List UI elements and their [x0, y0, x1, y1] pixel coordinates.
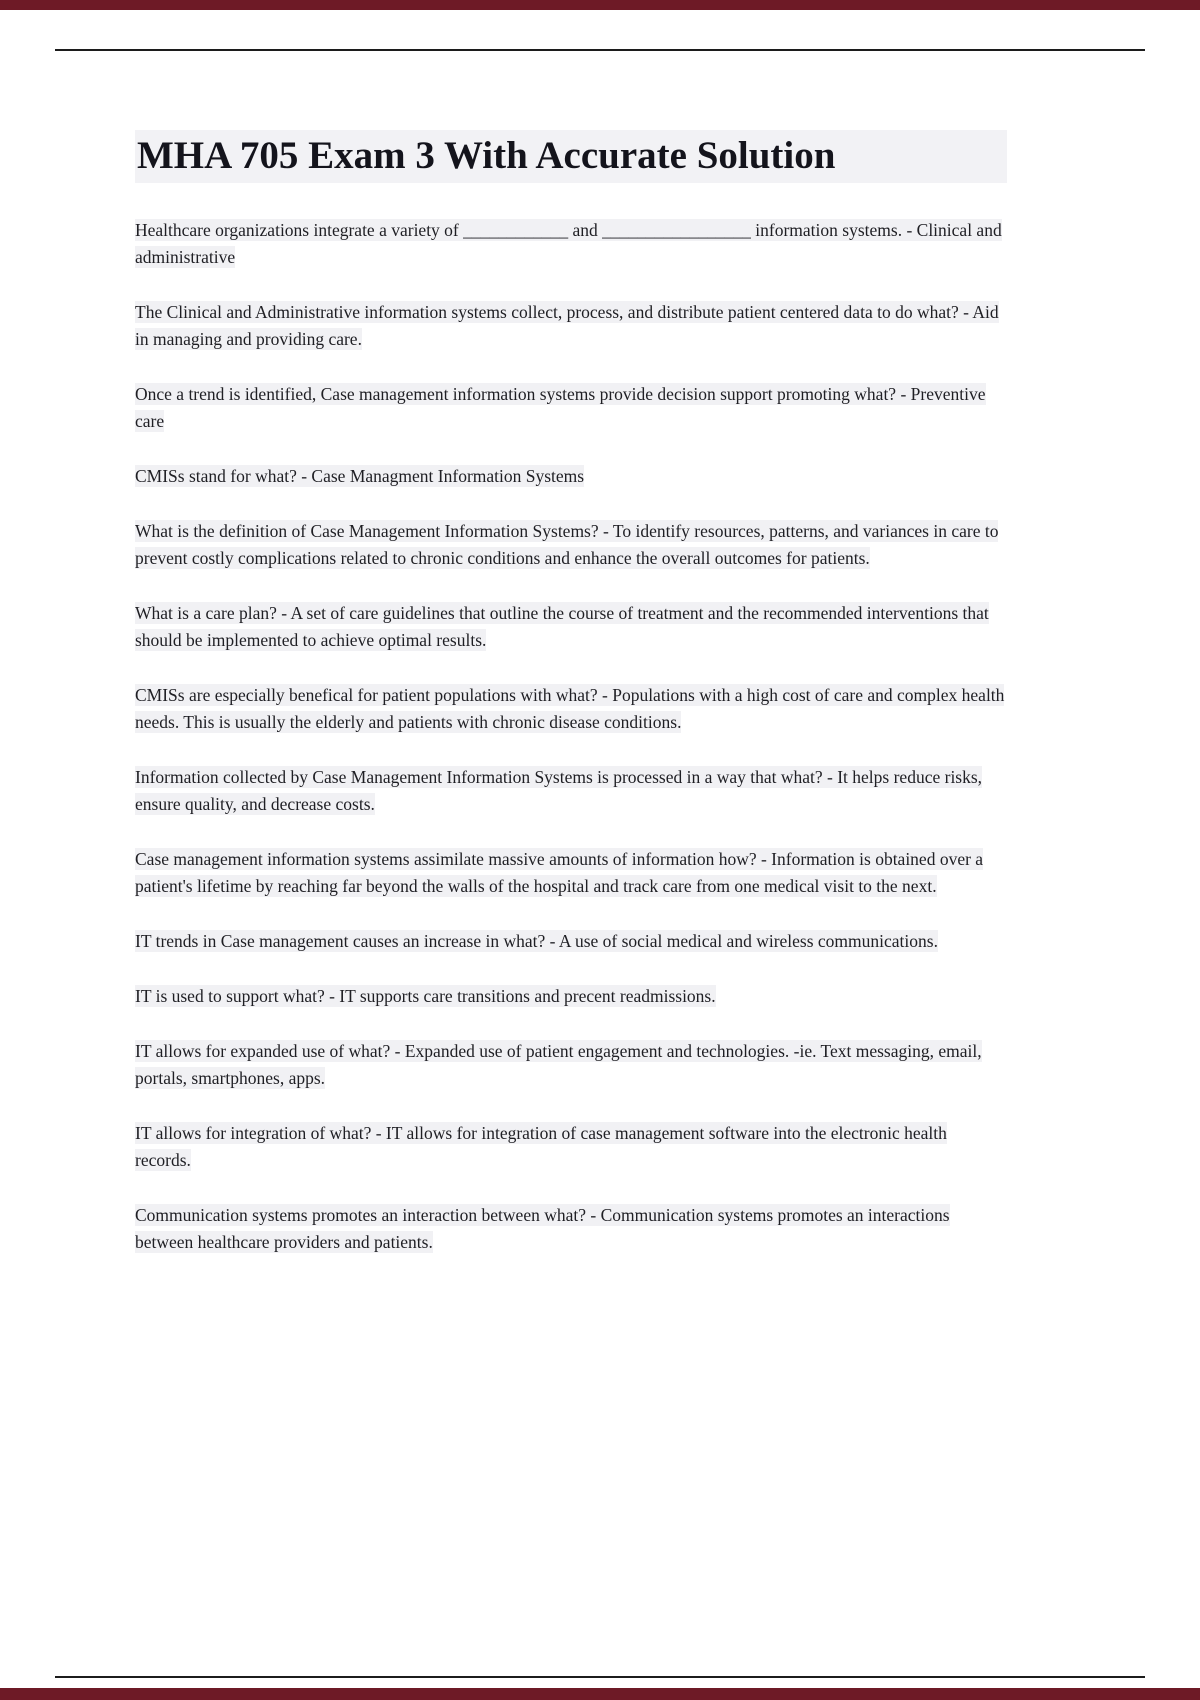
qa-paragraph — [135, 682, 1007, 736]
qa-text: Information collected by Case Management Information Systems is processed in a way that what? - It helps reduce risks, ensure quality, and decrease costs. — [135, 766, 983, 814]
qa-text: IT is used to support what? - IT supports care transitions and precent readmissions. — [135, 985, 716, 1006]
qa-text: IT allows for expanded use of what? - Expanded use of patient engagement and technologies. -ie. Text messaging, email, portals, smartphones, apps. — [135, 1040, 982, 1088]
qa-paragraph — [135, 983, 1007, 1010]
qa-paragraph — [135, 518, 1007, 572]
page-title: MHA 705 Exam 3 With Accurate Solution — [135, 130, 1007, 183]
qa-text: Healthcare organizations integrate a variety of ____________ and _________________ information systems. - Clinical and administrative — [135, 219, 1002, 267]
qa-paragraph — [135, 1202, 1007, 1256]
top-horizontal-rule — [55, 49, 1145, 51]
qa-paragraph — [135, 928, 1007, 955]
bottom-edge-bar — [0, 1688, 1200, 1700]
qa-paragraph — [135, 600, 1007, 654]
qa-paragraph — [135, 299, 1007, 353]
qa-text: Case management information systems assimilate massive amounts of information how? - Information is obtained over a patient's lifetime by reaching far beyond the walls of the hospital and track care from one medical visit to the next. — [135, 848, 984, 896]
top-edge-bar — [0, 0, 1200, 10]
qa-paragraph — [135, 1120, 1007, 1174]
qa-paragraph — [135, 1038, 1007, 1092]
qa-paragraph — [135, 217, 1007, 271]
qa-paragraph — [135, 381, 1007, 435]
qa-text: What is the definition of Case Management Information Systems? - To identify resources, patterns, and variances in care to prevent costly complications related to chronic conditions and enhance the overall outcomes for patients. — [135, 520, 999, 568]
qa-text: Once a trend is identified, Case management information systems provide decision support promoting what? - Preventive care — [135, 383, 986, 431]
qa-paragraph — [135, 764, 1007, 818]
qa-text: The Clinical and Administrative information systems collect, process, and distribute patient centered data to do what? - Aid in managing and providing care. — [135, 301, 999, 349]
bottom-horizontal-rule — [55, 1676, 1145, 1678]
qa-text: IT allows for integration of what? - IT allows for integration of case management software into the electronic health records. — [135, 1122, 947, 1170]
qa-text: What is a care plan? - A set of care guidelines that outline the course of treatment and the recommended interventions that should be implemented to achieve optimal results. — [135, 602, 989, 650]
qa-paragraph — [135, 846, 1007, 900]
document-content — [135, 130, 1007, 1284]
qa-text: CMISs stand for what? - Case Managment Information Systems — [135, 465, 585, 486]
qa-text: IT trends in Case management causes an increase in what? - A use of social medical and wireless communications. — [135, 930, 938, 951]
qa-paragraph — [135, 463, 1007, 490]
qa-text: Communication systems promotes an interaction between what? - Communication systems promotes an interactions between healthcare providers and patients. — [135, 1204, 950, 1252]
qa-text: CMISs are especially benefical for patient populations with what? - Populations with a high cost of care and complex health needs. This is usually the elderly and patients with chronic disease conditions. — [135, 684, 1005, 732]
